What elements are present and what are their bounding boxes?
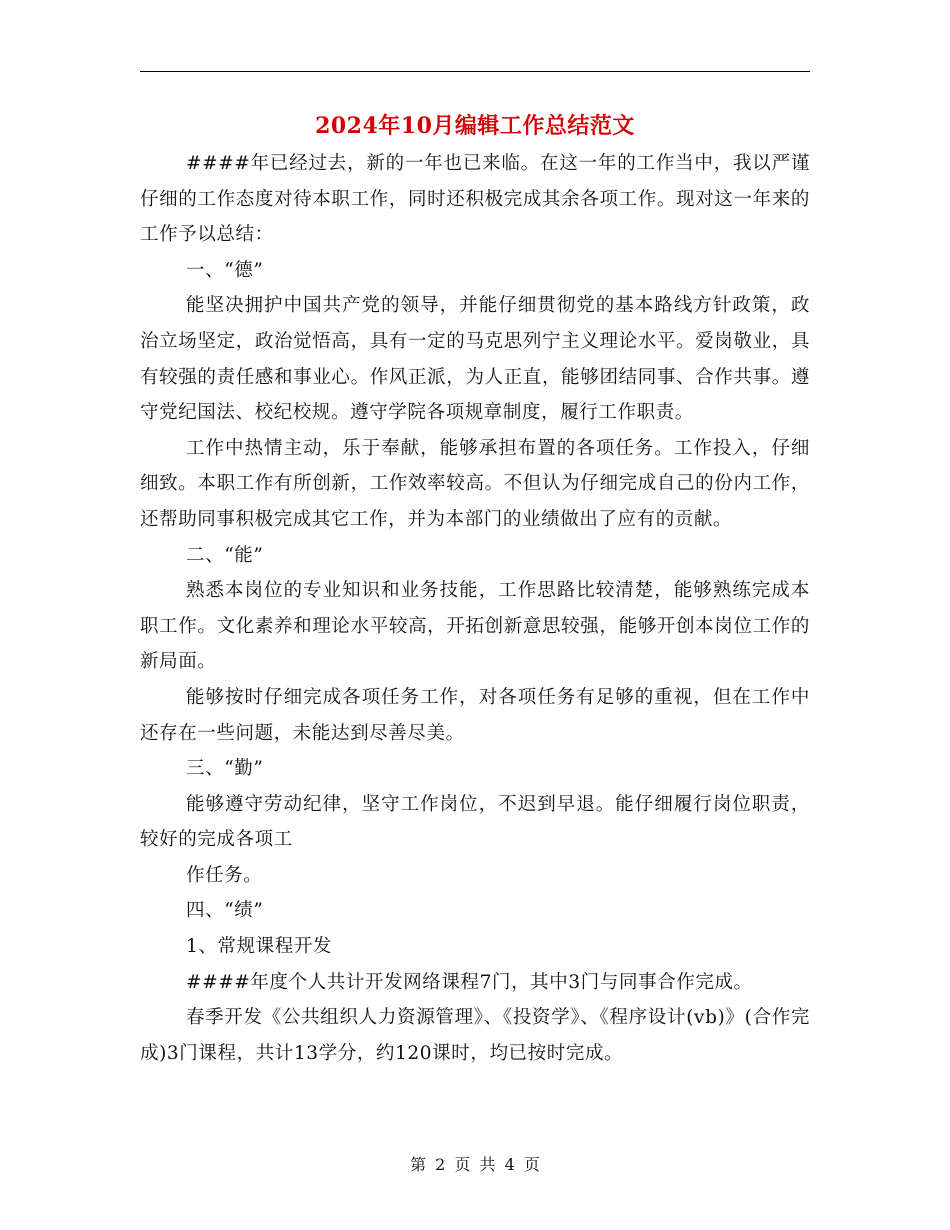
header-rule — [140, 71, 810, 72]
paragraph-neng-1: 熟悉本岗位的专业知识和业务技能，工作思路比较清楚，能够熟练完成本职工作。文化素养和理论水平较高，开拓创新意思较强，能够开创本岗位工作的新局面。 — [140, 580, 810, 673]
paragraph-neng-2: 能够按时仔细完成各项任务工作，对各项任务有足够的重视，但在工作中还存在一些问题，未能达到尽善尽美。 — [140, 686, 810, 744]
paragraph-qin-2: 作任务。 — [186, 864, 263, 886]
paragraph-course-count: ####年度个人共计开发网络课程7门，其中3门与同事合作完成。 — [186, 971, 753, 993]
section-heading-ji: 四、“绩” — [186, 900, 264, 922]
subheading-course-development: 1、常规课程开发 — [186, 936, 333, 958]
intro-paragraph: ####年已经过去，新的一年也已来临。在这一年的工作当中，我以严谨仔细的工作态度对待本职工作，同时还积极完成其余各项工作。现对这一年来的工作予以总结： — [140, 153, 810, 246]
section-heading-de: 一、“德” — [186, 259, 264, 281]
paragraph-de-1: 能坚决拥护中国共产党的领导，并能仔细贯彻党的基本路线方针政策，政治立场坚定，政治觉悟高，具有一定的马克思列宁主义理论水平。爱岗敬业，具有较强的责任感和事业心。作风正派，为人正直，能够团结同事、合作共事。遵守党纪国法、校纪校规。遵守学院各项规章制度，履行工作职责。 — [140, 295, 810, 424]
paragraph-spring-courses: 春季开发《公共组织人力资源管理》、《投资学》、《程序设计(vb)》(合作完成)3门课程，共计13学分，约120课时，均已按时完成。 — [140, 1007, 810, 1064]
paragraph-qin-1: 能够遵守劳动纪律，坚守工作岗位，不迟到早退。能仔细履行岗位职责，较好的完成各项工 — [140, 793, 810, 851]
section-heading-qin: 三、“勤” — [186, 758, 264, 780]
section-heading-neng: 二、“能” — [186, 544, 264, 566]
document-body — [140, 146, 810, 1071]
document-title: 2024年10月编辑工作总结范文 — [315, 113, 635, 139]
paragraph-de-2: 工作中热情主动，乐于奉献，能够承担布置的各项任务。工作投入，仔细细致。本职工作有所创新，工作效率较高。不但认为仔细完成自己的份内工作，还帮助同事积极完成其它工作，并为本部门的业绩做出了应有的贡献。 — [140, 437, 810, 530]
page-footer: 第 2 页 共 4 页 — [410, 1155, 540, 1174]
